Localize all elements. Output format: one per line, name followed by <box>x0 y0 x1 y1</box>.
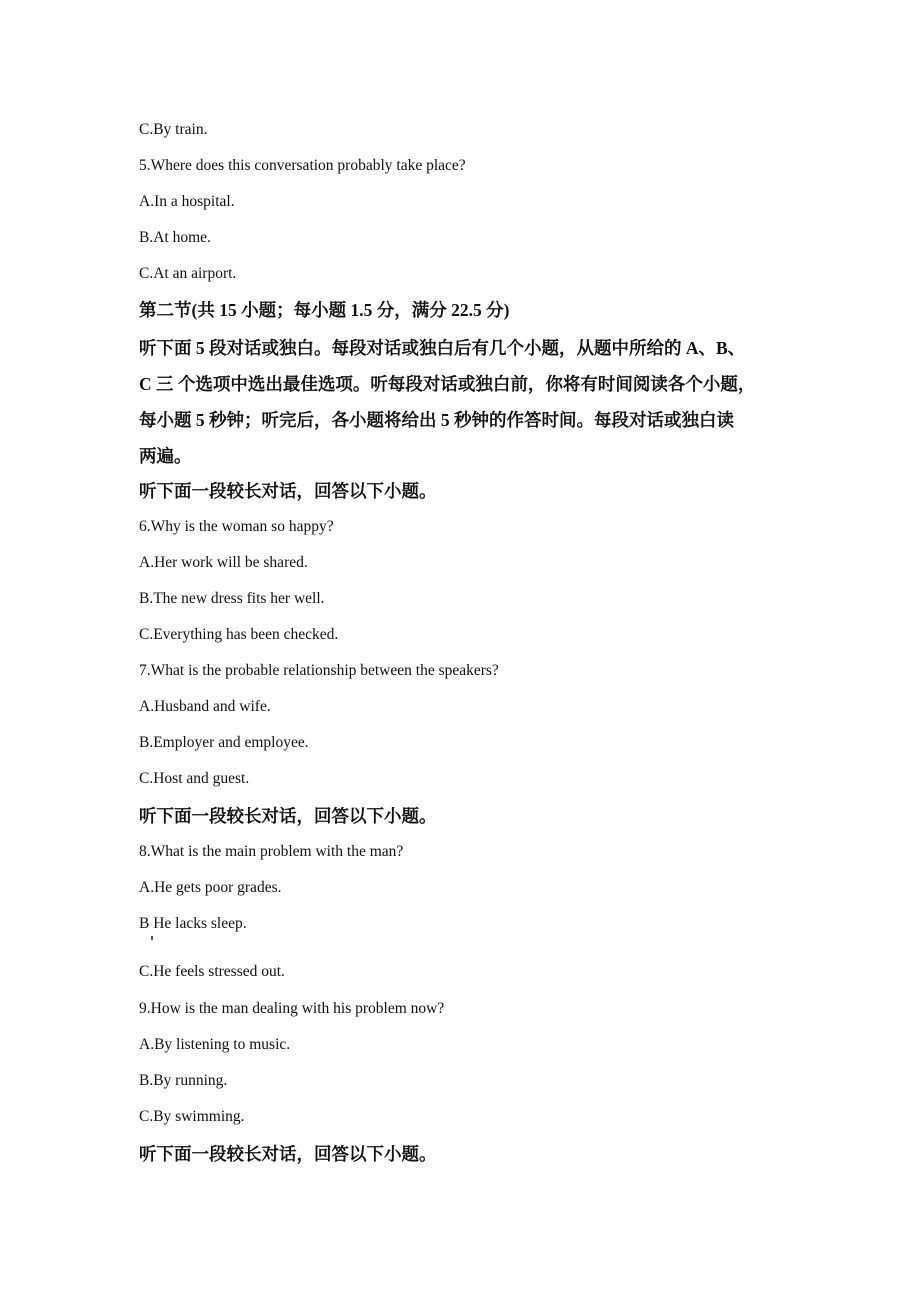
q8-option-c: C.He feels stressed out. <box>139 963 285 980</box>
listen-heading-2: 听下面一段较长对话，回答以下小题。 <box>139 806 437 826</box>
section-title: 第二节(共 15 小题；每小题 1.5 分，满分 22.5 分) <box>139 300 510 320</box>
q8-option-b: B He lacks sleep. <box>139 915 247 932</box>
instruction-line: 每小题 5 秒钟；听完后，各小题将给出 5 秒钟的作答时间。每段对话或独白读 <box>139 410 734 430</box>
instruction-line: C 三 个选项中选出最佳选项。听每段对话或独白前，你将有时间阅读各个小题， <box>139 374 756 394</box>
q9-option-b: B.By running. <box>139 1072 228 1089</box>
q6-option-c: C.Everything has been checked. <box>139 626 339 643</box>
instruction-line: 听下面 5 段对话或独白。每段对话或独白后有几个小题，从题中所给的 A、B、 <box>139 338 746 358</box>
q9-option-a: A.By listening to music. <box>139 1036 291 1053</box>
instruction-line: 两遍。 <box>139 446 192 466</box>
q5-question: 5.Where does this conversation probably take place? <box>139 157 466 174</box>
q7-question: 7.What is the probable relationship between the speakers? <box>139 662 499 679</box>
q9-question: 9.How is the man dealing with his problem now? <box>139 1000 445 1017</box>
q9-option-c: C.By swimming. <box>139 1108 245 1125</box>
q6-option-b: B.The new dress fits her well. <box>139 590 325 607</box>
listen-heading-3: 听下面一段较长对话，回答以下小题。 <box>139 1144 437 1164</box>
q8-question: 8.What is the main problem with the man? <box>139 843 404 860</box>
q6-option-a: A.Her work will be shared. <box>139 554 308 571</box>
q7-option-a: A.Husband and wife. <box>139 698 271 715</box>
q7-option-b: B.Employer and employee. <box>139 734 309 751</box>
q8-option-a: A.He gets poor grades. <box>139 879 282 896</box>
q7-option-c: C.Host and guest. <box>139 770 250 787</box>
q4-option-c: C.By train. <box>139 121 208 138</box>
stray-dot-mark <box>151 936 153 940</box>
q5-option-c: C.At an airport. <box>139 265 237 282</box>
q6-question: 6.Why is the woman so happy? <box>139 518 334 535</box>
q5-option-b: B.At home. <box>139 229 211 246</box>
listen-heading-1: 听下面一段较长对话，回答以下小题。 <box>139 481 437 501</box>
q5-option-a: A.In a hospital. <box>139 193 235 210</box>
section-instructions <box>139 330 779 474</box>
